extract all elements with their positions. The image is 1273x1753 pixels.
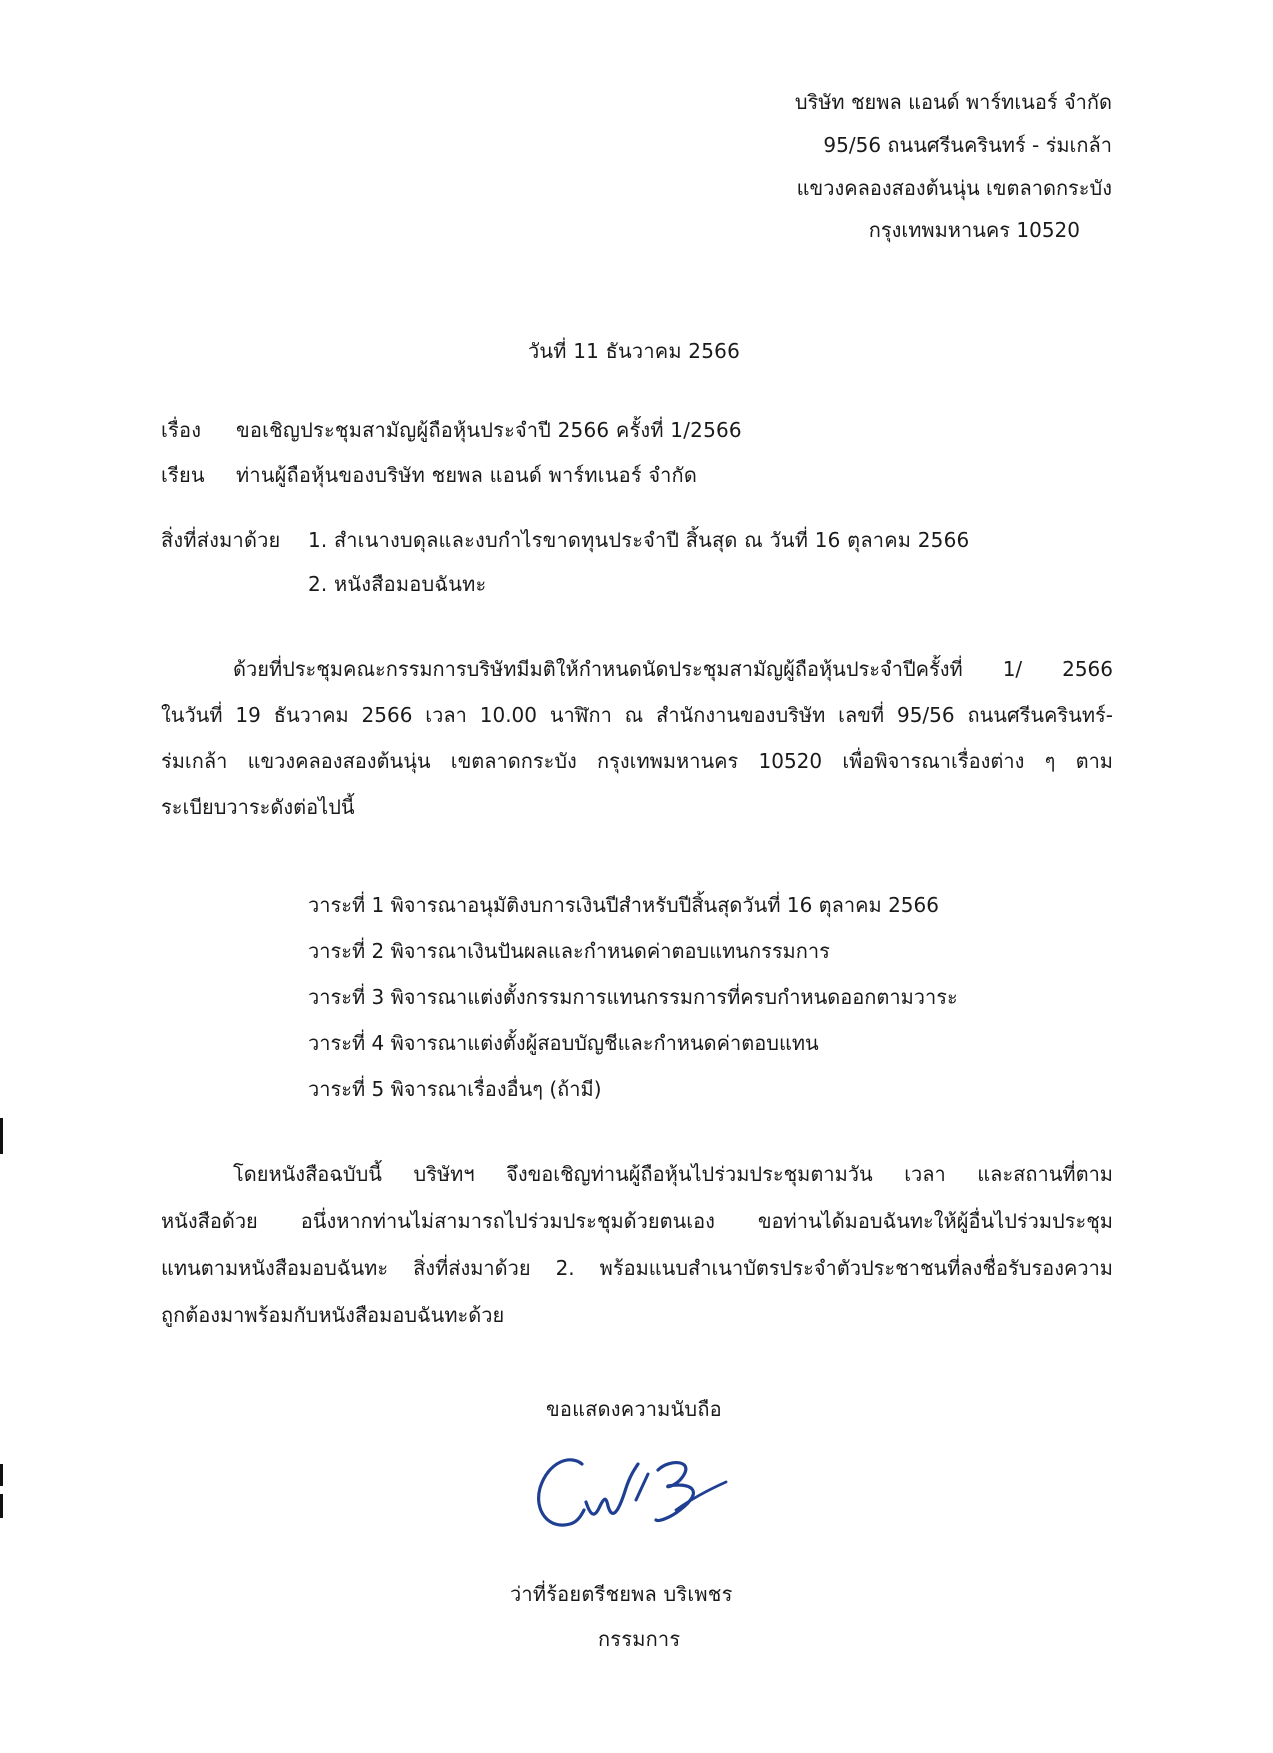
agenda-item: วาระที่ 3 พิจารณาแต่งตั้งกรรมการแทนกรรมการที่ครบกำหนดออกตามวาระ bbox=[308, 985, 958, 1009]
agenda-item: วาระที่ 2 พิจารณาเงินปันผลและกำหนดค่าตอบแทนกรรมการ bbox=[308, 939, 830, 963]
closing-phrase: ขอแสดงความนับถือ bbox=[546, 1397, 722, 1421]
agenda-item: วาระที่ 5 พิจารณาเรื่องอื่นๆ (ถ้ามี) bbox=[308, 1077, 602, 1101]
recipient-text: ท่านผู้ถือหุ้นของบริษัท ชยพล แอนด์ พาร์ทเนอร์ จำกัด bbox=[236, 463, 698, 487]
signatory-title: กรรมการ bbox=[598, 1627, 681, 1651]
agenda-item: วาระที่ 4 พิจารณาแต่งตั้งผู้สอบบัญชีและกำหนดค่าตอบแทน bbox=[308, 1031, 819, 1055]
scan-edge-mark bbox=[0, 1494, 3, 1518]
enclosure-item: 2. หนังสือมอบฉันทะ bbox=[308, 572, 487, 596]
paragraph-2-line: โดยหนังสือฉบับนี้ บริษัทฯ จึงขอเชิญท่านผู้ถือหุ้นไปร่วมประชุมตามวัน เวลา และสถานที่ตาม bbox=[233, 1162, 1113, 1186]
address-line-2: แขวงคลองสองต้นนุ่น เขตลาดกระบัง bbox=[796, 176, 1112, 200]
signature-image bbox=[530, 1440, 770, 1550]
letter-date: วันที่ 11 ธันวาคม 2566 bbox=[528, 339, 741, 363]
paragraph-1-line: ร่มเกล้า แขวงคลองสองต้นนุ่น เขตลาดกระบัง กรุงเทพมหานคร 10520 เพื่อพิจารณาเรื่องต่าง ๆ ตาม bbox=[161, 749, 1113, 773]
paragraph-1-line: ในวันที่ 19 ธันวาคม 2566 เวลา 10.00 นาฬิกา ณ สำนักงานของบริษัท เลขที่ 95/56 ถนนศรีนครินทร์- bbox=[161, 703, 1113, 727]
enclosures-label: สิ่งที่ส่งมาด้วย bbox=[161, 528, 281, 552]
subject-text: ขอเชิญประชุมสามัญผู้ถือหุ้นประจำปี 2566 ครั้งที่ 1/2566 bbox=[236, 418, 742, 442]
paragraph-2-line: หนังสือด้วย อนึ่งหากท่านไม่สามารถไปร่วมประชุมด้วยตนเอง ขอท่านได้มอบฉันทะให้ผู้อื่นไปร่วมประชุม bbox=[161, 1209, 1113, 1233]
paragraph-1-line: ระเบียบวาระดังต่อไปนี้ bbox=[161, 795, 355, 819]
scan-edge-mark bbox=[0, 1464, 3, 1486]
paragraph-2-line: แทนตามหนังสือมอบฉันทะ สิ่งที่ส่งมาด้วย 2. พร้อมแนบสำเนาบัตรประจำตัวประชาชนที่ลงชื่อรับรองความ bbox=[161, 1256, 1113, 1280]
paragraph-2-line: ถูกต้องมาพร้อมกับหนังสือมอบฉันทะด้วย bbox=[161, 1303, 505, 1327]
subject-label: เรื่อง bbox=[161, 418, 202, 442]
agenda-item: วาระที่ 1 พิจารณาอนุมัติงบการเงินปีสำหรับปีสิ้นสุดวันที่ 16 ตุลาคม 2566 bbox=[308, 893, 939, 917]
company-name: บริษัท ชยพล แอนด์ พาร์ทเนอร์ จำกัด bbox=[794, 90, 1112, 114]
address-line-1: 95/56 ถนนศรีนครินทร์ - ร่มเกล้า bbox=[823, 133, 1112, 157]
address-line-3: กรุงเทพมหานคร 10520 bbox=[868, 218, 1080, 242]
scan-edge-mark bbox=[0, 1118, 3, 1154]
signatory-name: ว่าที่ร้อยตรีชยพล บริเพชร bbox=[510, 1582, 733, 1606]
enclosure-item: 1. สำเนางบดุลและงบกำไรขาดทุนประจำปี สิ้นสุด ณ วันที่ 16 ตุลาคม 2566 bbox=[308, 528, 970, 552]
recipient-label: เรียน bbox=[161, 463, 205, 487]
paragraph-1-line: ด้วยที่ประชุมคณะกรรมการบริษัทมีมติให้กำหนดนัดประชุมสามัญผู้ถือหุ้นประจำปีครั้งที่ 1/ 2566 bbox=[233, 657, 1113, 681]
